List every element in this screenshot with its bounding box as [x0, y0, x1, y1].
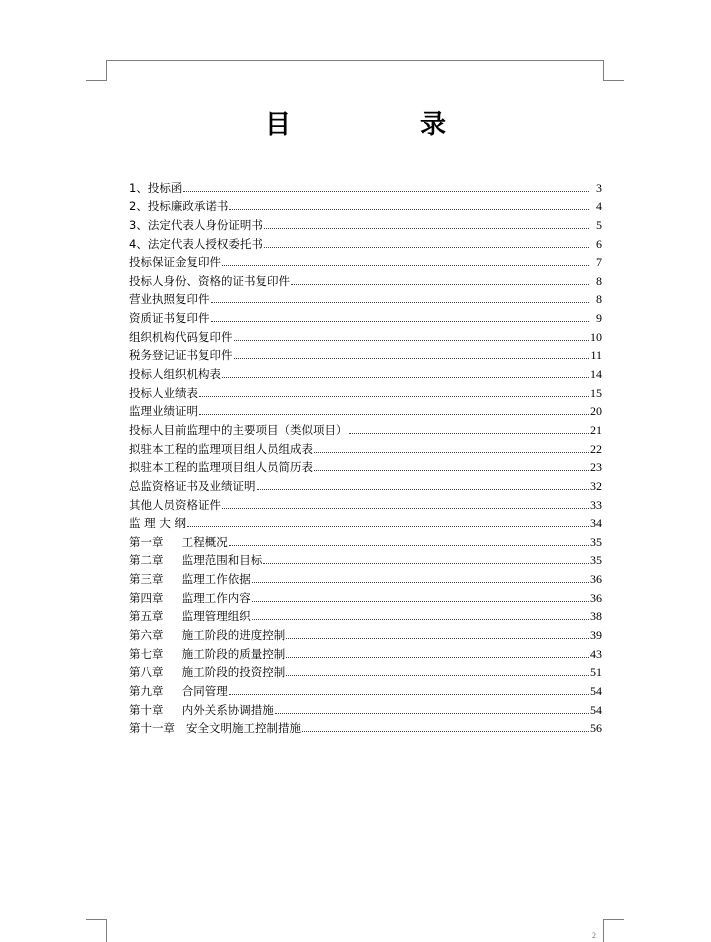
toc-entry[interactable] [129, 530, 602, 549]
toc-entry[interactable] [129, 288, 602, 307]
toc-entry-label: 1、投标函 [129, 180, 183, 195]
toc-entry[interactable] [129, 567, 602, 586]
toc-entry[interactable] [129, 474, 602, 493]
toc-entry-label: 总监资格证书及业绩证明 [129, 478, 256, 493]
toc-entry-page: 54 [590, 683, 602, 698]
toc-entry-page: 8 [596, 292, 602, 307]
toc-entry-page: 33 [590, 497, 602, 512]
toc-entry[interactable] [129, 232, 602, 251]
toc-entry-page: 54 [590, 702, 602, 717]
toc-entry[interactable] [129, 437, 602, 456]
toc-entry-page: 20 [590, 404, 602, 419]
toc-entry[interactable] [129, 269, 602, 288]
toc-entry[interactable] [129, 381, 602, 400]
toc-entry[interactable] [129, 195, 602, 214]
toc-entry-page: 23 [590, 460, 602, 475]
toc-leader-dots [349, 433, 590, 434]
toc-entry-page: 22 [590, 441, 602, 456]
toc-entry-label: 3、法定代表人身份证明书 [129, 217, 263, 232]
toc-leader-dots [257, 489, 590, 490]
toc-leader-dots [234, 358, 590, 359]
toc-entry-page: 3 [596, 180, 602, 195]
toc-leader-dots [314, 470, 589, 471]
toc-entry-label: 营业执照复印件 [129, 292, 210, 307]
toc-entry-label: 投标人业绩表 [129, 385, 198, 400]
toc-leader-dots [252, 619, 589, 620]
toc-entry[interactable] [129, 717, 602, 736]
toc-entry[interactable] [129, 549, 602, 568]
toc-leader-dots [199, 396, 589, 397]
toc-leader-dots [222, 265, 589, 266]
toc-leader-dots [291, 284, 589, 285]
toc-entry-label: 2、投标廉政承诺书 [129, 199, 229, 214]
toc-entry-label: 第八章 施工阶段的投资控制 [129, 665, 286, 680]
toc-entry-page: 38 [590, 609, 602, 624]
toc-title: 目 录 [264, 110, 507, 140]
header-rule [106, 60, 604, 61]
toc-entry[interactable] [129, 418, 602, 437]
toc-entry-label: 第九章 合同管理 [129, 683, 228, 698]
table-of-contents [129, 176, 602, 735]
toc-entry-label: 第三章 监理工作依据 [129, 572, 251, 587]
toc-entry[interactable] [129, 605, 602, 624]
toc-leader-dots [302, 731, 589, 732]
toc-leader-dots [286, 657, 589, 658]
toc-entry-label: 资质证书复印件 [129, 311, 210, 326]
toc-entry-label: 第十一章 安全文明施工控制措施 [129, 721, 301, 736]
toc-entry-label: 监 理 大 纲 [129, 516, 186, 531]
toc-entry-label: 第二章 监理范围和目标 [129, 553, 263, 568]
toc-entry-label: 第五章 监理管理组织 [129, 609, 251, 624]
toc-entry-label: 第一章 工程概况 [129, 534, 228, 549]
toc-entry[interactable] [129, 251, 602, 270]
toc-entry-label: 组织机构代码复印件 [129, 329, 233, 344]
toc-entry[interactable] [129, 306, 602, 325]
toc-entry-page: 11 [590, 348, 602, 363]
crop-mark-bottom-right [603, 919, 624, 942]
toc-leader-dots [222, 377, 589, 378]
toc-leader-dots [263, 563, 589, 564]
toc-leader-dots [264, 247, 589, 248]
toc-entry[interactable] [129, 400, 602, 419]
crop-mark-top-right [603, 60, 624, 81]
toc-entry-label: 监理业绩证明 [129, 404, 198, 419]
page-number: 2 [592, 931, 596, 940]
toc-entry-label: 4、法定代表人授权委托书 [129, 236, 263, 251]
toc-entry-page: 56 [590, 721, 602, 736]
toc-leader-dots [252, 601, 589, 602]
toc-entry[interactable] [129, 325, 602, 344]
toc-leader-dots [211, 321, 590, 322]
toc-entry-page: 32 [590, 478, 602, 493]
toc-entry-page: 4 [596, 199, 602, 214]
toc-entry-page: 8 [596, 273, 602, 288]
toc-entry-page: 35 [590, 534, 602, 549]
toc-leader-dots [183, 191, 589, 192]
toc-leader-dots [275, 713, 589, 714]
toc-entry-page: 21 [590, 422, 602, 437]
toc-entry-page: 36 [590, 590, 602, 605]
toc-entry[interactable] [129, 213, 602, 232]
toc-leader-dots [229, 209, 589, 210]
toc-leader-dots [286, 638, 589, 639]
toc-leader-dots [229, 694, 589, 695]
toc-entry-page: 5 [596, 217, 602, 232]
toc-entry-page: 34 [590, 516, 602, 531]
crop-mark-top-left [86, 60, 107, 81]
toc-entry-page: 39 [590, 628, 602, 643]
toc-entry-page: 7 [596, 255, 602, 270]
toc-leader-dots [286, 675, 589, 676]
toc-leader-dots [211, 302, 590, 303]
toc-entry-page: 43 [590, 646, 602, 661]
toc-leader-dots [229, 545, 589, 546]
toc-entry[interactable] [129, 362, 602, 381]
toc-entry-page: 9 [596, 311, 602, 326]
toc-entry-label: 第十章 内外关系协调措施 [129, 702, 274, 717]
toc-entry[interactable] [129, 512, 602, 531]
toc-leader-dots [187, 526, 589, 527]
toc-entry-label: 拟驻本工程的监理项目组人员简历表 [129, 460, 313, 475]
toc-entry-label: 第六章 施工阶段的进度控制 [129, 628, 286, 643]
toc-entry[interactable] [129, 623, 602, 642]
toc-entry[interactable] [129, 679, 602, 698]
toc-entry[interactable] [129, 456, 602, 475]
toc-entry-label: 第七章 施工阶段的质量控制 [129, 646, 286, 661]
toc-entry-label: 投标保证金复印件 [129, 255, 221, 270]
toc-entry[interactable] [129, 642, 602, 661]
toc-entry-page: 14 [590, 367, 602, 382]
toc-leader-dots [222, 508, 589, 509]
toc-entry[interactable] [129, 661, 602, 680]
toc-entry-label: 第四章 监理工作内容 [129, 590, 251, 605]
toc-entry-label: 拟驻本工程的监理项目组人员组成表 [129, 441, 313, 456]
toc-entry-label: 投标人身份、资格的证书复印件 [129, 273, 290, 288]
toc-entry-page: 10 [590, 329, 602, 344]
toc-leader-dots [314, 452, 589, 453]
toc-entry-label: 税务登记证书复印件 [129, 348, 233, 363]
toc-leader-dots [252, 582, 589, 583]
toc-entry-label: 其他人员资格证件 [129, 497, 221, 512]
toc-entry-page: 51 [590, 665, 602, 680]
toc-leader-dots [234, 340, 590, 341]
toc-entry-page: 36 [590, 572, 602, 587]
toc-leader-dots [264, 228, 589, 229]
crop-mark-bottom-left [86, 919, 107, 942]
toc-entry-page: 35 [590, 553, 602, 568]
toc-entry[interactable] [129, 493, 602, 512]
toc-entry[interactable] [129, 176, 602, 195]
toc-entry[interactable] [129, 344, 602, 363]
toc-entry[interactable] [129, 698, 602, 717]
toc-entry-page: 15 [590, 385, 602, 400]
toc-entry-page: 6 [596, 236, 602, 251]
toc-leader-dots [199, 414, 589, 415]
toc-entry[interactable] [129, 586, 602, 605]
toc-entry-label: 投标人组织机构表 [129, 367, 221, 382]
toc-entry-label: 投标人目前监理中的主要项目（类似项目） [129, 422, 348, 437]
